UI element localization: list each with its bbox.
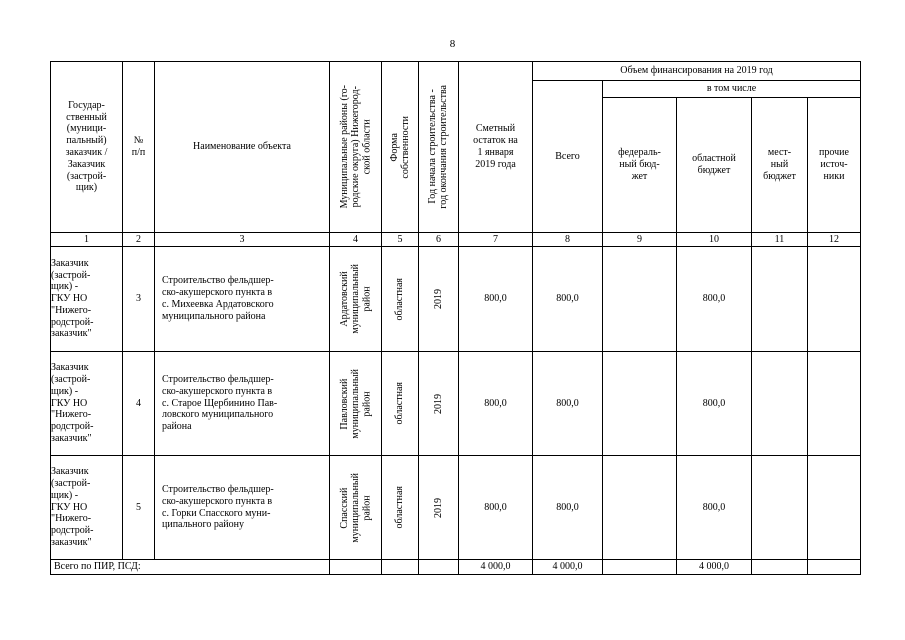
header-local: мест- ный бюджет: [752, 98, 808, 233]
other-cell: [808, 352, 861, 456]
column-number: 4: [330, 233, 382, 247]
column-number: 1: [51, 233, 123, 247]
column-number: 3: [155, 233, 330, 247]
federal-cell: [603, 456, 677, 560]
header-years: [419, 62, 459, 233]
ownership-cell: [382, 352, 419, 456]
year-cell: [419, 352, 459, 456]
header-total: Всего: [533, 81, 603, 233]
page-number: 8: [449, 38, 456, 50]
object-name-cell: Строительство фельдшер- ско-акушерского пункта в с. Горки Спасского муни- ципального району: [155, 456, 330, 560]
other-cell: [808, 456, 861, 560]
regional-cell: 800,0: [677, 456, 752, 560]
local-cell: [752, 456, 808, 560]
total-cell: 800,0: [533, 352, 603, 456]
district-cell: [330, 456, 382, 560]
remainder-cell: 800,0: [459, 247, 533, 352]
header-including: в том числе: [603, 81, 861, 98]
district-text: Спасский муниципальный район: [338, 472, 373, 543]
district-text: Павловский муниципальный район: [338, 368, 373, 439]
total-remainder: 4 000,0: [459, 560, 533, 575]
row-number-cell: 5: [123, 456, 155, 560]
total-empty-cell: [603, 560, 677, 575]
column-number: 9: [603, 233, 677, 247]
row-number-cell: 3: [123, 247, 155, 352]
total-cell: 800,0: [533, 456, 603, 560]
total-empty-cell: [330, 560, 382, 575]
object-name-cell: Строительство фельдшер- ско-акушерского пункта в с. Михеевка Ардатовского муниципального района: [155, 247, 330, 352]
column-number: 6: [419, 233, 459, 247]
federal-cell: [603, 247, 677, 352]
ownership-text: областная: [394, 382, 406, 425]
header-district-text: Муниципальные районы (го- родские округа) Нижегород- ской области: [338, 85, 373, 209]
total-cell: 800,0: [533, 247, 603, 352]
column-numbers-row: [51, 233, 861, 247]
regional-cell: 800,0: [677, 247, 752, 352]
total-total: 4 000,0: [533, 560, 603, 575]
regional-cell: 800,0: [677, 352, 752, 456]
header-ownership-text: Форма собственности: [388, 115, 411, 179]
customer-cell: Заказчик (застрой- щик) - ГКУ НО "Нижего- родстрой- заказчик": [51, 352, 123, 456]
total-row: [51, 560, 861, 575]
column-number: 11: [752, 233, 808, 247]
ownership-cell: [382, 247, 419, 352]
header-funding-group: Объем финансирования на 2019 год: [533, 62, 861, 81]
column-number: 8: [533, 233, 603, 247]
other-cell: [808, 247, 861, 352]
remainder-cell: 800,0: [459, 352, 533, 456]
ownership-text: областная: [394, 486, 406, 529]
table-row: [51, 456, 861, 560]
header-ownership: [382, 62, 419, 233]
ownership-text: областная: [394, 277, 406, 321]
header-number: № п/п: [123, 62, 155, 233]
year-cell: [419, 456, 459, 560]
object-name-cell: Строительство фельдшер- ско-акушерского пункта в с. Старое Щербинино Пав- ловского муниципального района: [155, 352, 330, 456]
year-text: 2019: [432, 393, 444, 414]
local-cell: [752, 352, 808, 456]
header-federal: федераль- ный бюд- жет: [603, 98, 677, 233]
total-empty-cell: [382, 560, 419, 575]
header-other: прочие источ- ники: [808, 98, 861, 233]
district-cell: [330, 247, 382, 352]
year-text: 2019: [432, 497, 444, 518]
year-text: 2019: [432, 289, 444, 309]
customer-cell: Заказчик (застрой- щик) - ГКУ НО "Нижего- родстрой- заказчик": [51, 247, 123, 352]
remainder-cell: 800,0: [459, 456, 533, 560]
district-cell: [330, 352, 382, 456]
total-label: Всего по ПИР, ПСД:: [51, 560, 330, 575]
local-cell: [752, 247, 808, 352]
ownership-cell: [382, 456, 419, 560]
header-district: [330, 62, 382, 233]
column-number: 10: [677, 233, 752, 247]
header-customer: Государ- ственный (муници- пальный) заказчик / Заказчик (застрой- щик): [51, 62, 123, 233]
total-empty-cell: [419, 560, 459, 575]
column-number: 2: [123, 233, 155, 247]
federal-cell: [603, 352, 677, 456]
header-remainder: Сметный остаток на 1 января 2019 года: [459, 62, 533, 233]
year-cell: [419, 247, 459, 352]
district-text: Ардатовский муниципальный район: [338, 264, 373, 334]
row-number-cell: 4: [123, 352, 155, 456]
total-empty-cell: [752, 560, 808, 575]
funding-table: [50, 61, 861, 575]
customer-cell: Заказчик (застрой- щик) - ГКУ НО "Нижего- родстрой- заказчик": [51, 456, 123, 560]
header-object-name: Наименование объекта: [155, 62, 330, 233]
column-number: 5: [382, 233, 419, 247]
header-regional: областной бюджет: [677, 98, 752, 233]
column-number: 12: [808, 233, 861, 247]
header-years-text: Год начала строительства - год окончания строительства: [427, 85, 450, 209]
column-number: 7: [459, 233, 533, 247]
total-regional: 4 000,0: [677, 560, 752, 575]
table-row: [51, 247, 861, 352]
total-empty-cell: [808, 560, 861, 575]
table-row: [51, 352, 861, 456]
